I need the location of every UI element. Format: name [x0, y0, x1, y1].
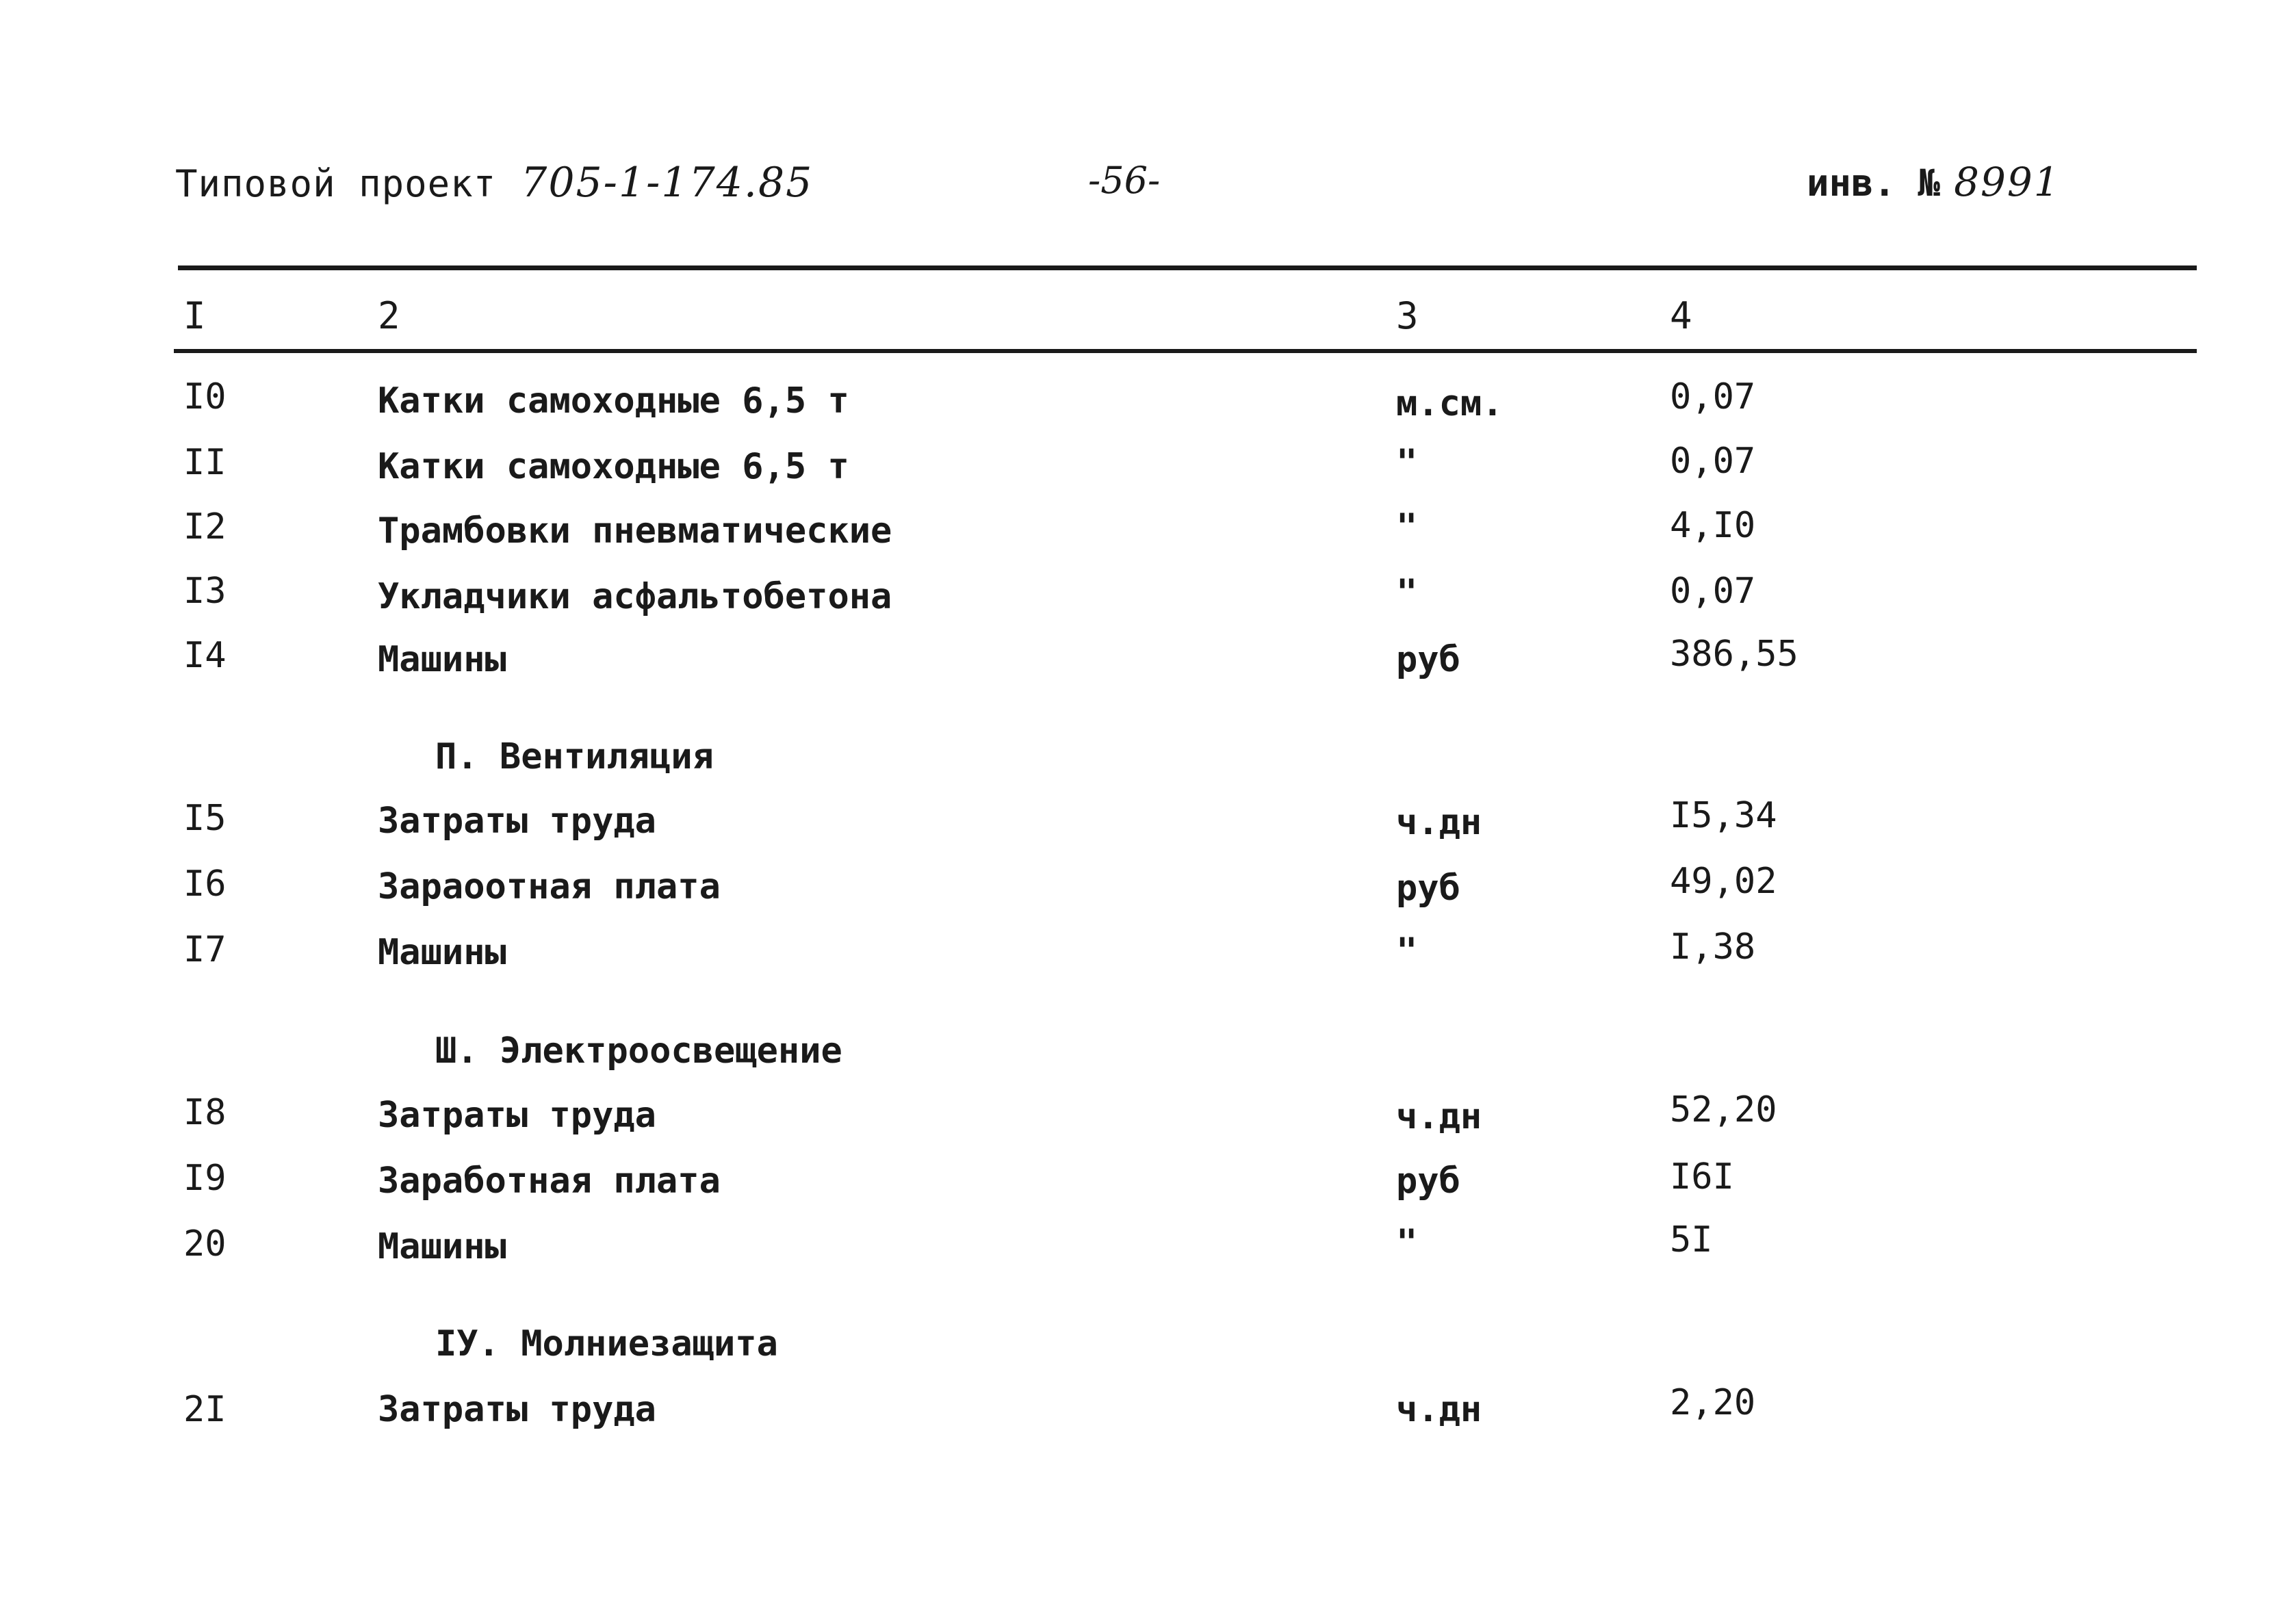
row-value: 0,07	[1670, 441, 1756, 482]
inventory-number	[1807, 159, 2061, 205]
inv-label: инв. №	[1807, 161, 1941, 205]
row-unit: "	[1396, 1222, 1418, 1263]
row-name: Машины	[378, 932, 506, 973]
row-value: 49,02	[1670, 861, 1777, 902]
row-value: 2,20	[1670, 1382, 1756, 1423]
row-unit: руб	[1396, 639, 1460, 680]
row-number: I6	[183, 864, 227, 905]
row-value: 4,I0	[1670, 505, 1756, 546]
document-header	[175, 159, 813, 207]
row-value: I6I	[1670, 1156, 1734, 1197]
row-number: I8	[183, 1092, 227, 1133]
section-heading: П. Вентиляция	[435, 736, 714, 777]
project-label: Типовой проект	[175, 162, 497, 205]
row-name: Затраты труда	[378, 1095, 656, 1136]
row-value: 5I	[1670, 1219, 1713, 1260]
column-header-1: I	[183, 294, 206, 337]
row-name: Катки самоходные 6,5 т	[378, 446, 849, 487]
row-name: Катки самоходные 6,5 т	[378, 380, 849, 422]
row-name: Затраты труда	[378, 801, 656, 842]
row-unit: "	[1396, 506, 1418, 547]
row-name: Машины	[378, 1226, 506, 1267]
row-value: 0,07	[1670, 571, 1756, 612]
inv-number: 8991	[1954, 159, 2061, 205]
row-value: 52,20	[1670, 1089, 1777, 1130]
row-name: Укладчики асфальтобетона	[378, 576, 892, 617]
row-name: Заработная плата	[378, 1160, 721, 1202]
column-header-4: 4	[1670, 294, 1692, 337]
row-number: 2I	[183, 1389, 227, 1430]
row-number: I4	[183, 635, 227, 676]
row-value: 0,07	[1670, 376, 1756, 417]
row-value: I,38	[1670, 926, 1756, 968]
section-heading: Ш. Электроосвещение	[435, 1030, 842, 1072]
row-number: I0	[183, 376, 227, 417]
row-name: Трамбовки пневматические	[378, 510, 892, 552]
row-name: Машины	[378, 639, 506, 680]
row-unit: "	[1396, 572, 1418, 613]
row-name: Затраты труда	[378, 1389, 656, 1430]
row-unit: "	[1396, 442, 1418, 483]
row-value: I5,34	[1670, 795, 1777, 836]
row-unit: м.см.	[1396, 383, 1504, 424]
row-unit: ч.дн	[1396, 802, 1482, 843]
table-top-rule	[178, 265, 2197, 270]
row-unit: ч.дн	[1396, 1096, 1482, 1137]
row-unit: руб	[1396, 1160, 1460, 1202]
row-number: I5	[183, 798, 227, 839]
row-unit: "	[1396, 931, 1418, 972]
column-header-3: 3	[1396, 294, 1419, 337]
row-number: II	[183, 442, 227, 483]
row-unit: ч.дн	[1396, 1389, 1482, 1430]
row-name: Зараоотная плата	[378, 866, 721, 907]
row-number: I7	[183, 929, 227, 970]
page-number: -56-	[1088, 159, 1161, 202]
row-number: I2	[183, 506, 227, 547]
row-value: 386,55	[1670, 634, 1798, 675]
table-header-rule	[174, 349, 2197, 353]
row-number: I3	[183, 571, 227, 612]
row-number: 20	[183, 1223, 227, 1265]
row-number: I9	[183, 1158, 227, 1199]
project-number: 705-1-174.85	[521, 159, 814, 207]
row-unit: руб	[1396, 868, 1460, 909]
column-header-2: 2	[378, 294, 400, 337]
section-heading: IУ. Молниезащита	[435, 1323, 778, 1364]
